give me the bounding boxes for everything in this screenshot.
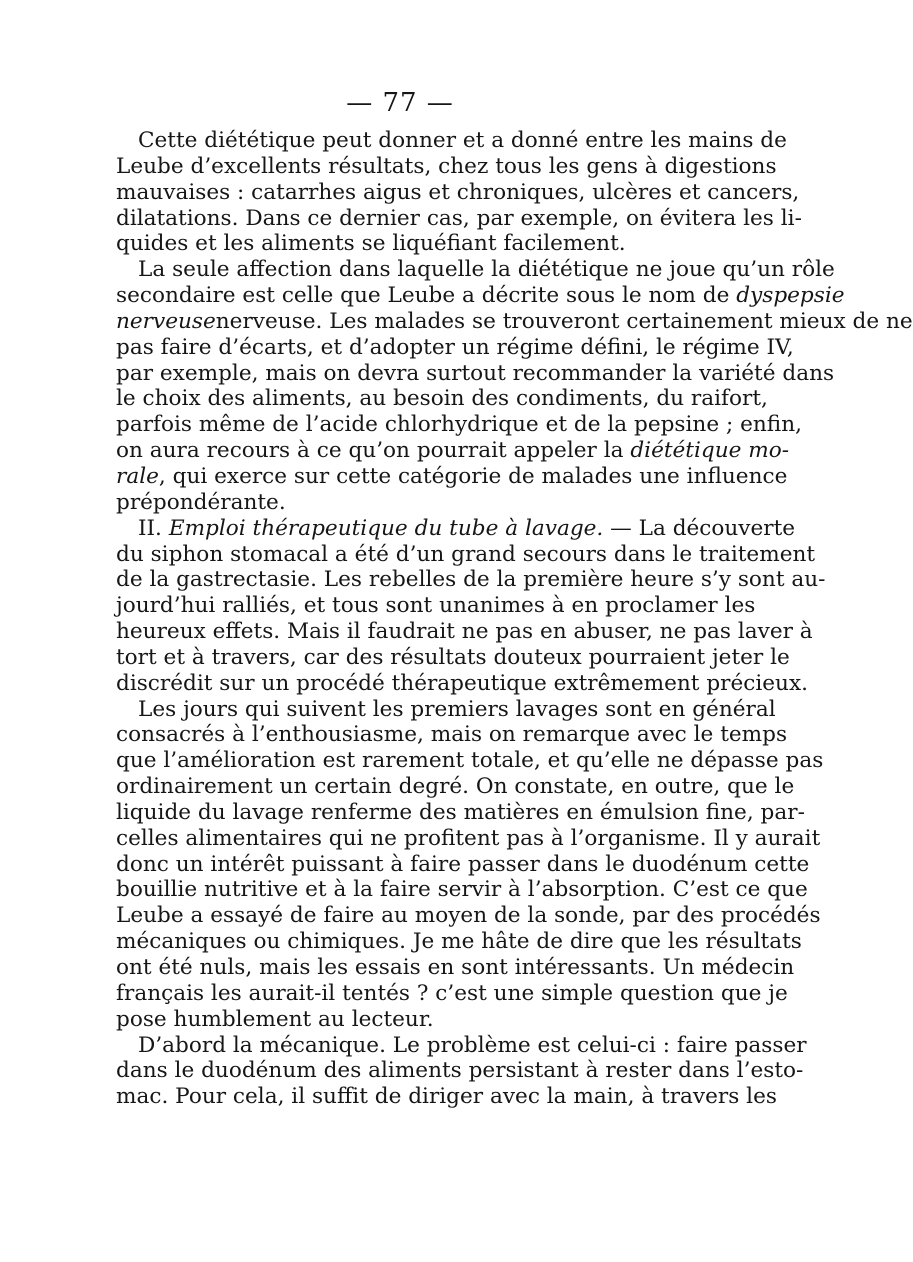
text-line: mac. Pour cela, il suffit de diriger avec la main, à travers les	[116, 1084, 777, 1110]
text-line: jourd’hui ralliés, et tous sont unanimes à en proclamer les	[116, 593, 756, 619]
text-line: bouillie nutritive et à la faire servir à l’absorption. C’est ce que	[116, 877, 808, 903]
text-line: du siphon stomacal a été d’un grand secours dans le traitement	[116, 541, 816, 567]
text-line: mauvaises : catarrhes aigus et chroniques, ulcères et cancers,	[116, 179, 800, 205]
body-text	[116, 128, 913, 1110]
text-line: français les aurait-il tentés ? c’est une simple question que je	[116, 980, 788, 1006]
text-line: Les jours qui suivent les premiers lavages sont en général	[138, 696, 776, 722]
text-line: liquide du lavage renferme des matières en émulsion fine, par-	[116, 799, 805, 825]
text-line: mécaniques ou chimiques. Je me hâte de dire que les résultats	[116, 929, 802, 955]
text-segment: , qui exerce sur cette catégorie de malades une influence	[158, 463, 788, 489]
italic-term: nerveuse	[116, 308, 216, 334]
italic-term: rale	[116, 463, 159, 489]
text-line: tort et à travers, car des résultats douteux pourraient jeter le	[116, 644, 790, 670]
text-line: par exemple, mais on devra surtout recommander la variété dans	[116, 360, 835, 386]
text-line: consacrés à l’enthousiasme, mais on remarque avec le temps	[116, 722, 788, 748]
text-line: heureux effets. Mais il faudrait ne pas en abuser, ne pas laver à	[116, 619, 813, 645]
page-number: — 77 —	[346, 88, 454, 118]
text-segment: — La découverte	[603, 515, 796, 541]
section-heading-line	[116, 515, 796, 542]
text-line: Leube a essayé de faire au moyen de la sonde, par des procédés	[116, 903, 821, 929]
text-line-mixed	[116, 308, 913, 335]
text-line: que l’amélioration est rarement totale, et qu’elle ne dépasse pas	[116, 748, 824, 774]
text-line: parfois même de l’acide chlorhydrique et de la pepsine ; enfin,	[116, 412, 802, 438]
italic-term: dyspepsie	[736, 283, 845, 309]
text-line: donc un intérêt puissant à faire passer dans le duodénum cette	[116, 851, 810, 877]
text-line-mixed	[116, 463, 788, 490]
text-segment: on aura recours à ce qu’on pourrait appeler la	[116, 438, 631, 464]
text-line-mixed	[116, 283, 845, 309]
text-line: celles alimentaires qui ne profitent pas à l’organisme. Il y aurait	[116, 825, 821, 851]
text-line: Leube d’excellents résultats, chez tous les gens à digestions	[116, 153, 777, 179]
text-line: prépondérante.	[116, 489, 286, 515]
section-number: II.	[138, 515, 162, 541]
text-line: Cette diététique peut donner et a donné entre les mains de	[138, 128, 787, 153]
text-segment: secondaire est celle que Leube a décrite sous le nom de	[116, 283, 737, 309]
text-line: ordinairement un certain degré. On constate, en outre, que le	[116, 774, 795, 800]
text-line: discrédit sur un procédé thérapeutique extrêmement précieux.	[116, 670, 808, 696]
text-line: dilatations. Dans ce dernier cas, par exemple, on évitera les li-	[116, 205, 802, 231]
text-line: La seule affection dans laquelle la diététique ne joue qu’un rôle	[138, 257, 835, 283]
text-line: pas faire d’écarts, et d’adopter un régime défini, le régime IV,	[116, 334, 794, 360]
text-line: le choix des aliments, au besoin des condiments, du raifort,	[116, 386, 768, 412]
text-line: dans le duodénum des aliments persistant à rester dans l’esto-	[116, 1058, 804, 1084]
section-title: Emploi thérapeutique du tube à lavage.	[168, 515, 604, 541]
text-line-mixed	[116, 438, 790, 464]
text-line: ont été nuls, mais les essais en sont intéressants. Un médecin	[116, 955, 795, 980]
text-line: D’abord la mécanique. Le problème est celui-ci : faire passer	[138, 1032, 807, 1058]
text-line: quides et les aliments se liquéfiant facilement.	[116, 231, 626, 257]
text-segment: nerveuse. Les malades se trouveront certainement mieux de ne	[215, 308, 913, 334]
italic-term: diététique mo-	[630, 438, 790, 464]
text-line: pose humblement au lecteur.	[116, 1006, 434, 1032]
text-line: de la gastrectasie. Les rebelles de la première heure s’y sont au-	[116, 567, 826, 593]
